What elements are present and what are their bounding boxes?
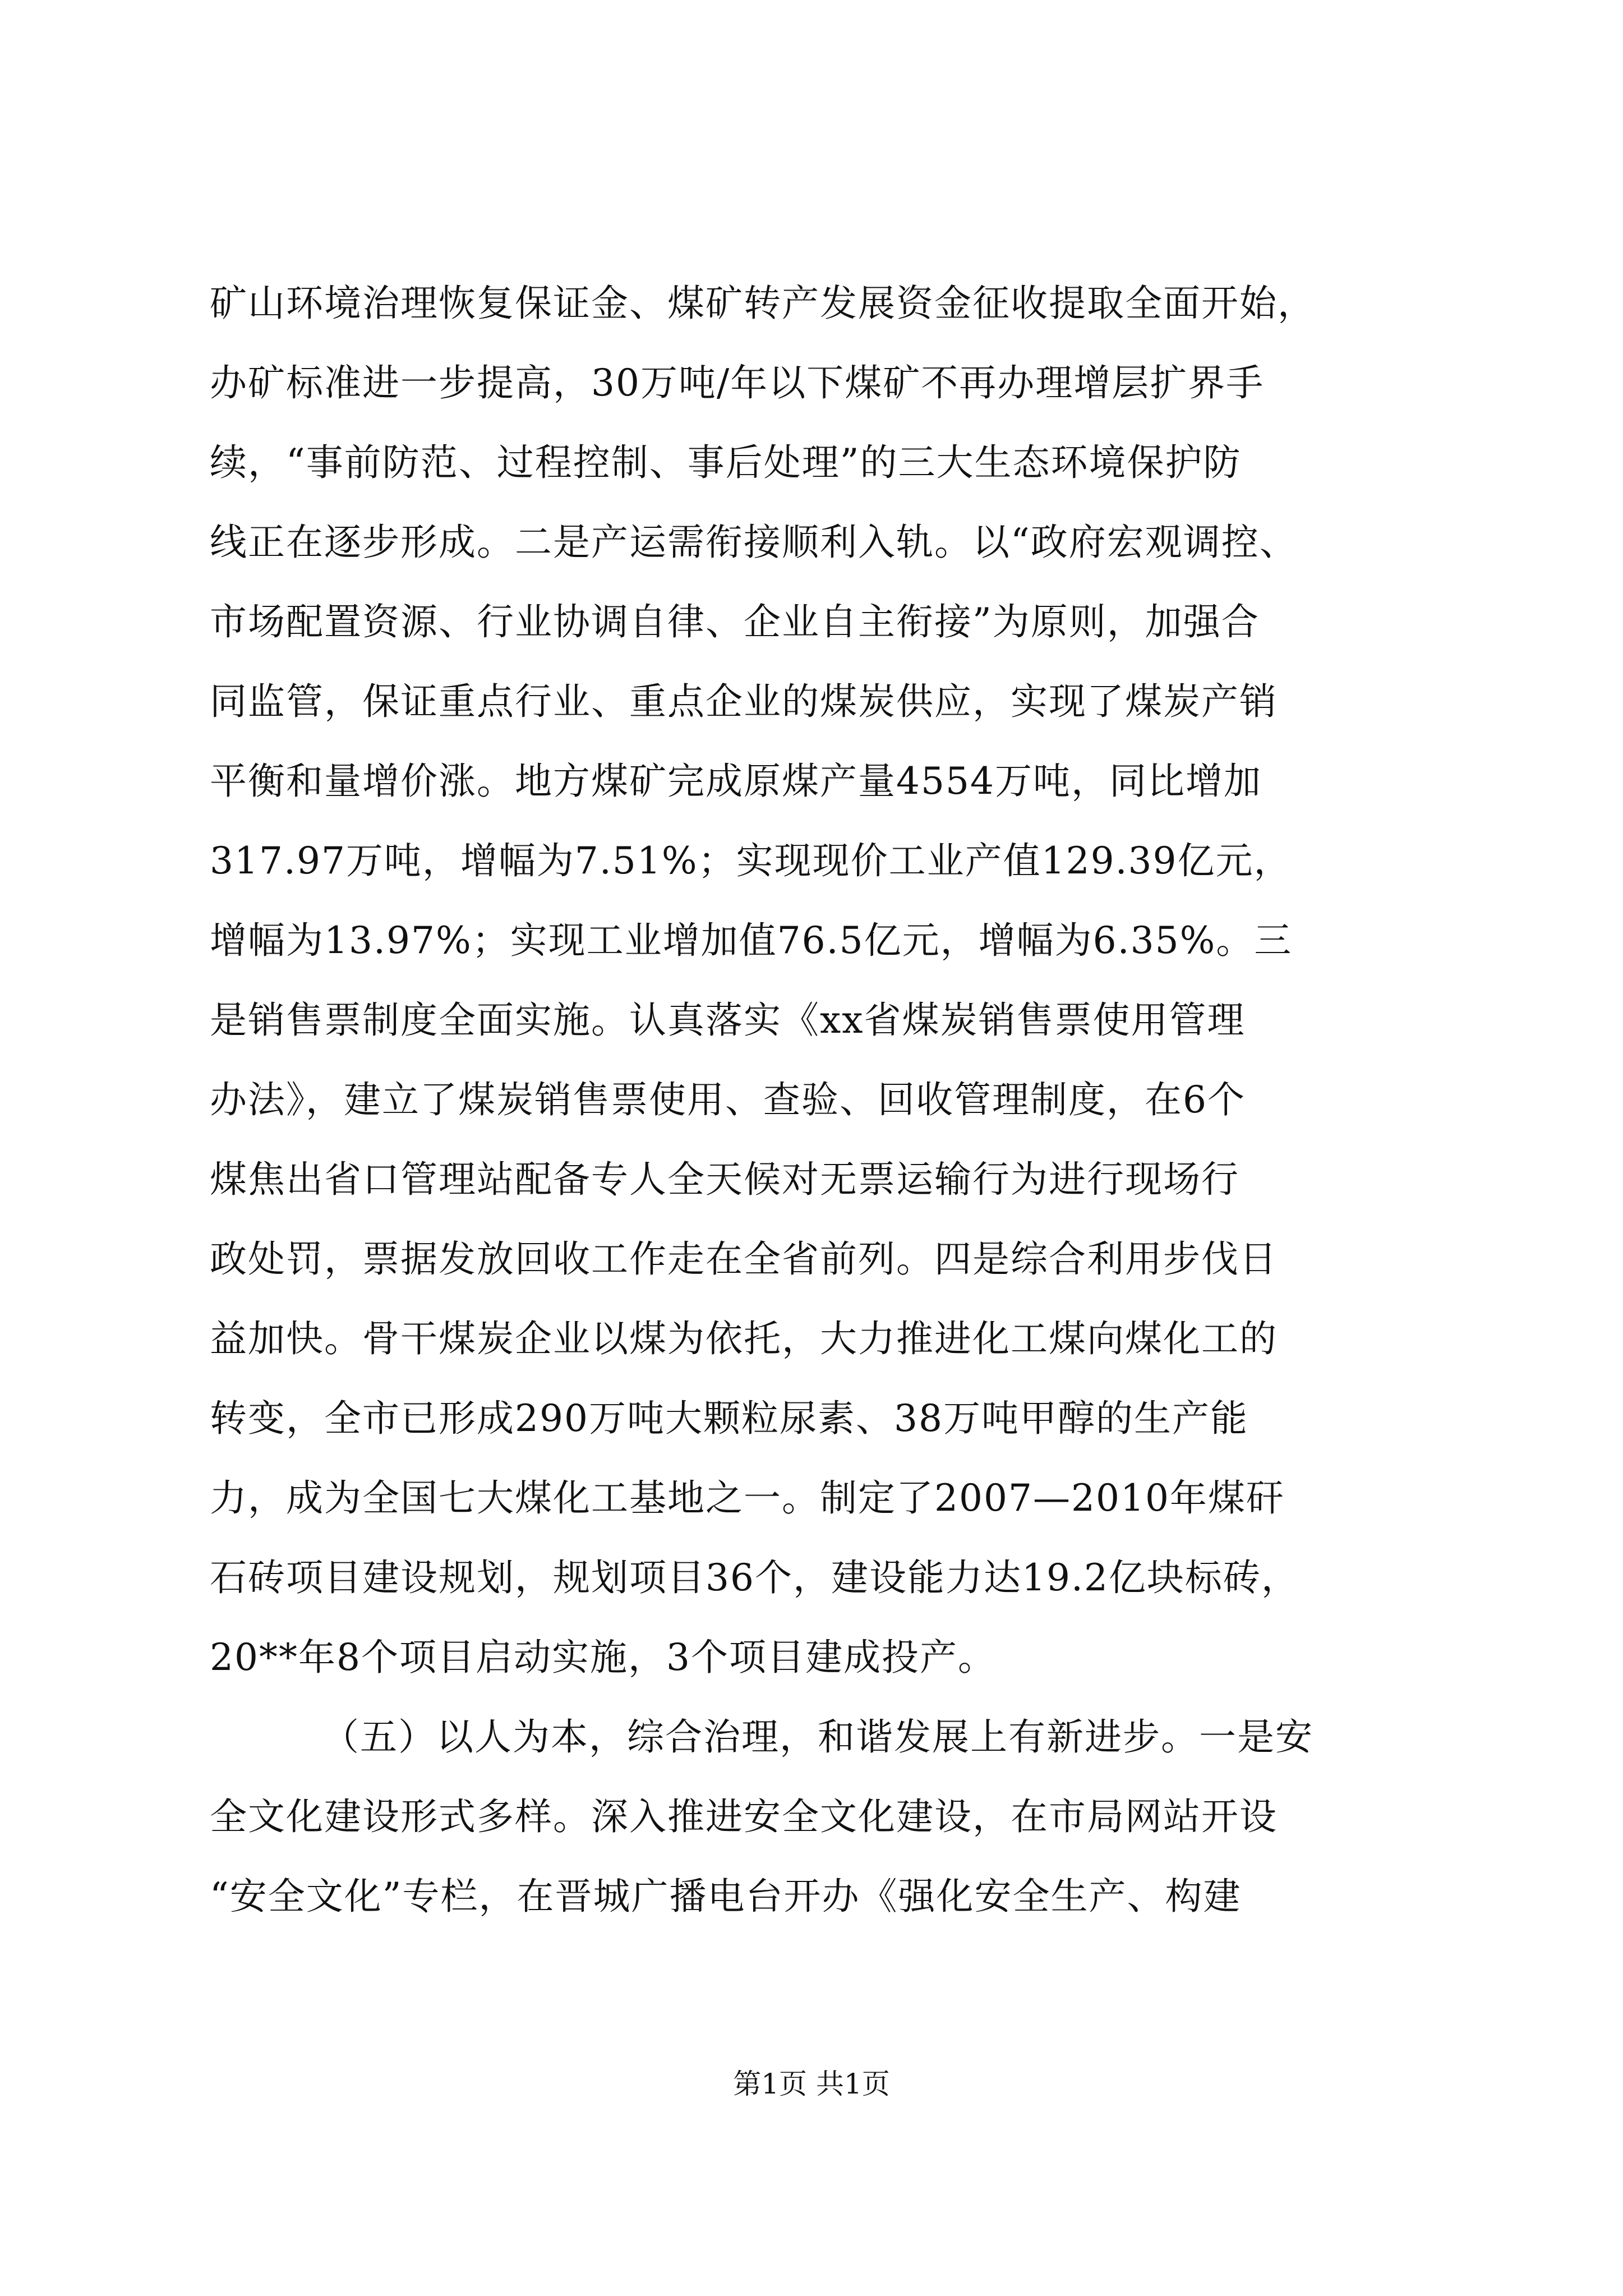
text-line-10: 是销售票制度全面实施。认真落实《xx省煤炭销售票使用管理 <box>210 999 1246 1042</box>
text-line-1: 矿山环境治理恢复保证金、煤矿转产发展资金征收提取全面开始， <box>210 282 1316 325</box>
page-footer: 第1页 共1页 <box>733 2068 890 2100</box>
body-text <box>210 264 1421 1936</box>
text-line-13: 政处罚，票据发放回收工作走在全省前列。四是综合利用步伐日 <box>210 1237 1278 1281</box>
text-line-16: 力，成为全国七大煤化工基地之一。制定了2007—2010年煤矸 <box>210 1476 1284 1520</box>
text-line-8: 317.97万吨，增幅为7.51%；实现现价工业产值129.39亿元， <box>210 839 1292 882</box>
text-line-14: 益加快。骨干煤炭企业以煤为依托，大力推进化工煤向煤化工的 <box>210 1317 1278 1360</box>
text-line-7: 平衡和量增价涨。地方煤矿完成原煤产量4554万吨，同比增加 <box>210 760 1262 803</box>
text-line-4: 线正在逐步形成。二是产运需衔接顺利入轨。以“政府宏观调控、 <box>210 521 1298 564</box>
text-line-18: 20**年8个项目启动实施，3个项目建成投产。 <box>210 1636 996 1679</box>
text-line-3: 续，“事前防范、过程控制、事后处理”的三大生态环境保护防 <box>210 441 1242 484</box>
text-line-19: （五）以人为本，综合治理，和谐发展上有新进步。一是安 <box>322 1715 1313 1759</box>
text-line-9: 增幅为13.97%；实现工业增加值76.5亿元，增幅为6.35%。三 <box>210 919 1293 962</box>
text-line-15: 转变，全市已形成290万吨大颗粒尿素、38万吨甲醇的生产能 <box>210 1397 1248 1440</box>
text-line-17: 石砖项目建设规划，规划项目36个，建设能力达19.2亿块标砖， <box>210 1556 1299 1599</box>
text-line-21: “安全文化”专栏，在晋城广播电台开办《强化安全生产、构建 <box>210 1875 1242 1918</box>
text-line-12: 煤焦出省口管理站配备专人全天候对无票运输行为进行现场行 <box>210 1158 1239 1201</box>
text-line-6: 同监管，保证重点行业、重点企业的煤炭供应，实现了煤炭产销 <box>210 680 1278 723</box>
text-line-5: 市场配置资源、行业协调自律、企业自主衔接”为原则，加强合 <box>210 600 1260 643</box>
text-line-20: 全文化建设形式多样。深入推进安全文化建设，在市局网站开设 <box>210 1795 1278 1838</box>
text-line-11: 办法》，建立了煤炭销售票使用、查验、回收管理制度，在6个 <box>210 1078 1246 1121</box>
text-line-2: 办矿标准进一步提高，30万吨/年以下煤矿不再办理增层扩界手 <box>210 361 1265 404</box>
